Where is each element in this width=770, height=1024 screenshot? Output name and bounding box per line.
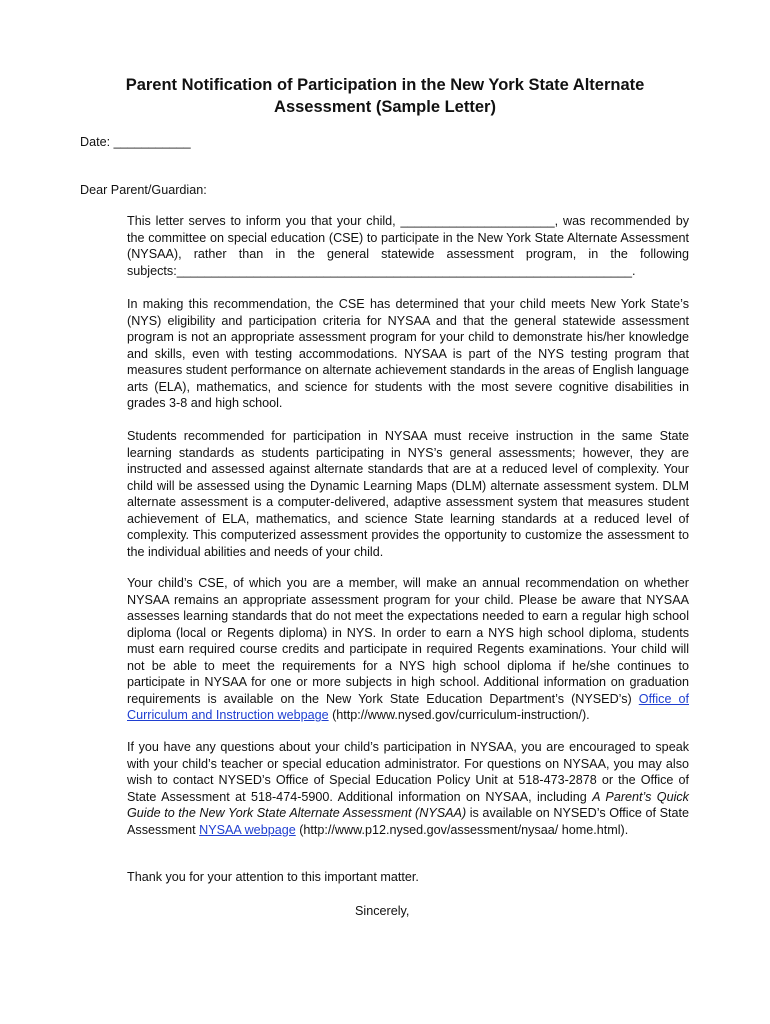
paragraph-4-text: Your child’s CSE, of which you are a member, will make an annual recommendation on whether NYSAA remains an appropriate assessment program for your child. Please be aware that NYSAA assesses learning standards that do not meet the expectations needed to earn a regular high school diploma (local or Regents diploma) in NYS. In order to earn a NYS high school diploma, students must earn required course credits and participate in required Regents examinations. Your child will not be able to meet the requirements for a NYS high school diploma if he/she continues to participate in NYSAA for one or more subjects in high school. Additional information on graduation requirements is available on the New York State Education Department’s (NYSED’s) xyxy=(127,576,689,706)
letter-title xyxy=(80,74,690,118)
paragraph-5-mid: is available on NYSED’s Office of State Assessment xyxy=(127,806,689,837)
paragraph-2-text: In making this recommendation, the CSE has determined that your child meets New York State’s (NYS) eligibility and participation criteria for NYSAA and that the general statewide assessment program is not an appropriate assessment program for your child to demonstrate his/her knowledge and skills, even with testing accommodations. NYSAA is part of the NYS testing program that measures student performance on alternate achievement standards in the areas of English language arts (ELA), mathematics, and science for students with the most severe cognitive disabilities in grades 3-8 and high school. xyxy=(127,297,689,410)
paragraph-1 xyxy=(80,213,689,279)
paragraph-5-url: (http://www.p12.nysed.gov/assessment/nysaa/ home.html). xyxy=(295,822,629,837)
closing: Sincerely, xyxy=(355,904,410,918)
date-line: Date: ___________ xyxy=(80,135,191,149)
paragraph-4 xyxy=(80,575,689,724)
title-line-2: Assessment (Sample Letter) xyxy=(274,98,496,116)
paragraph-1-text: This letter serves to inform you that your child, ______________________, was recommended by the committee on special education (CSE) to participate in the New York State Alternate Assessment (NYSAA), rather than in the general statewide assessment program, in the following subjects:_________________________________________________________________. xyxy=(127,214,689,278)
salutation: Dear Parent/Guardian: xyxy=(80,183,207,197)
paragraph-3-text: Students recommended for participation in NYSAA must receive instruction in the same State learning standards as students participating in NYS’s general assessments; however, they are instructed and assessed against alternate standards that are at a reduced level of complexity. Your child will be assessed using the Dynamic Learning Maps (DLM) alternate assessment system. DLM alternate assessment is a computer-delivered, adaptive assessment system that measures student achievement of ELA, mathematics, and science State learning standards at a reduced level of complexity. This computerized assessment provides the opportunity to customize the assessment to the individual abilities and needs of your child. xyxy=(127,429,689,559)
paragraph-6-text: Thank you for your attention to this important matter. xyxy=(127,870,419,884)
paragraph-2 xyxy=(80,296,689,412)
nysaa-webpage-link[interactable]: NYSAA webpage xyxy=(199,822,296,837)
paragraph-3 xyxy=(80,428,689,560)
paragraph-5 xyxy=(80,739,689,838)
paragraph-6 xyxy=(80,869,689,886)
curriculum-instruction-link[interactable]: Office of Curriculum and Instruction webpage xyxy=(127,691,689,722)
paragraph-5-text: If you have any questions about your child’s participation in NYSAA, you are encouraged to speak with your child’s teacher or special education administrator. For questions on NYSAA, you may also wish to contact NYSED’s Office of Special Education Policy Unit at 518-473-2878 or the Office of State Assessment at 518-474-5900. Additional information on NYSAA, including xyxy=(127,740,689,804)
parents-quick-guide-title: A Parent’s Quick Guide to the New York State Alternate Assessment (NYSAA) xyxy=(127,789,689,820)
title-line-1: Parent Notification of Participation in the New York State Alternate xyxy=(125,76,645,94)
paragraph-4-url: (http://www.nysed.gov/curriculum-instruction/). xyxy=(328,708,590,722)
